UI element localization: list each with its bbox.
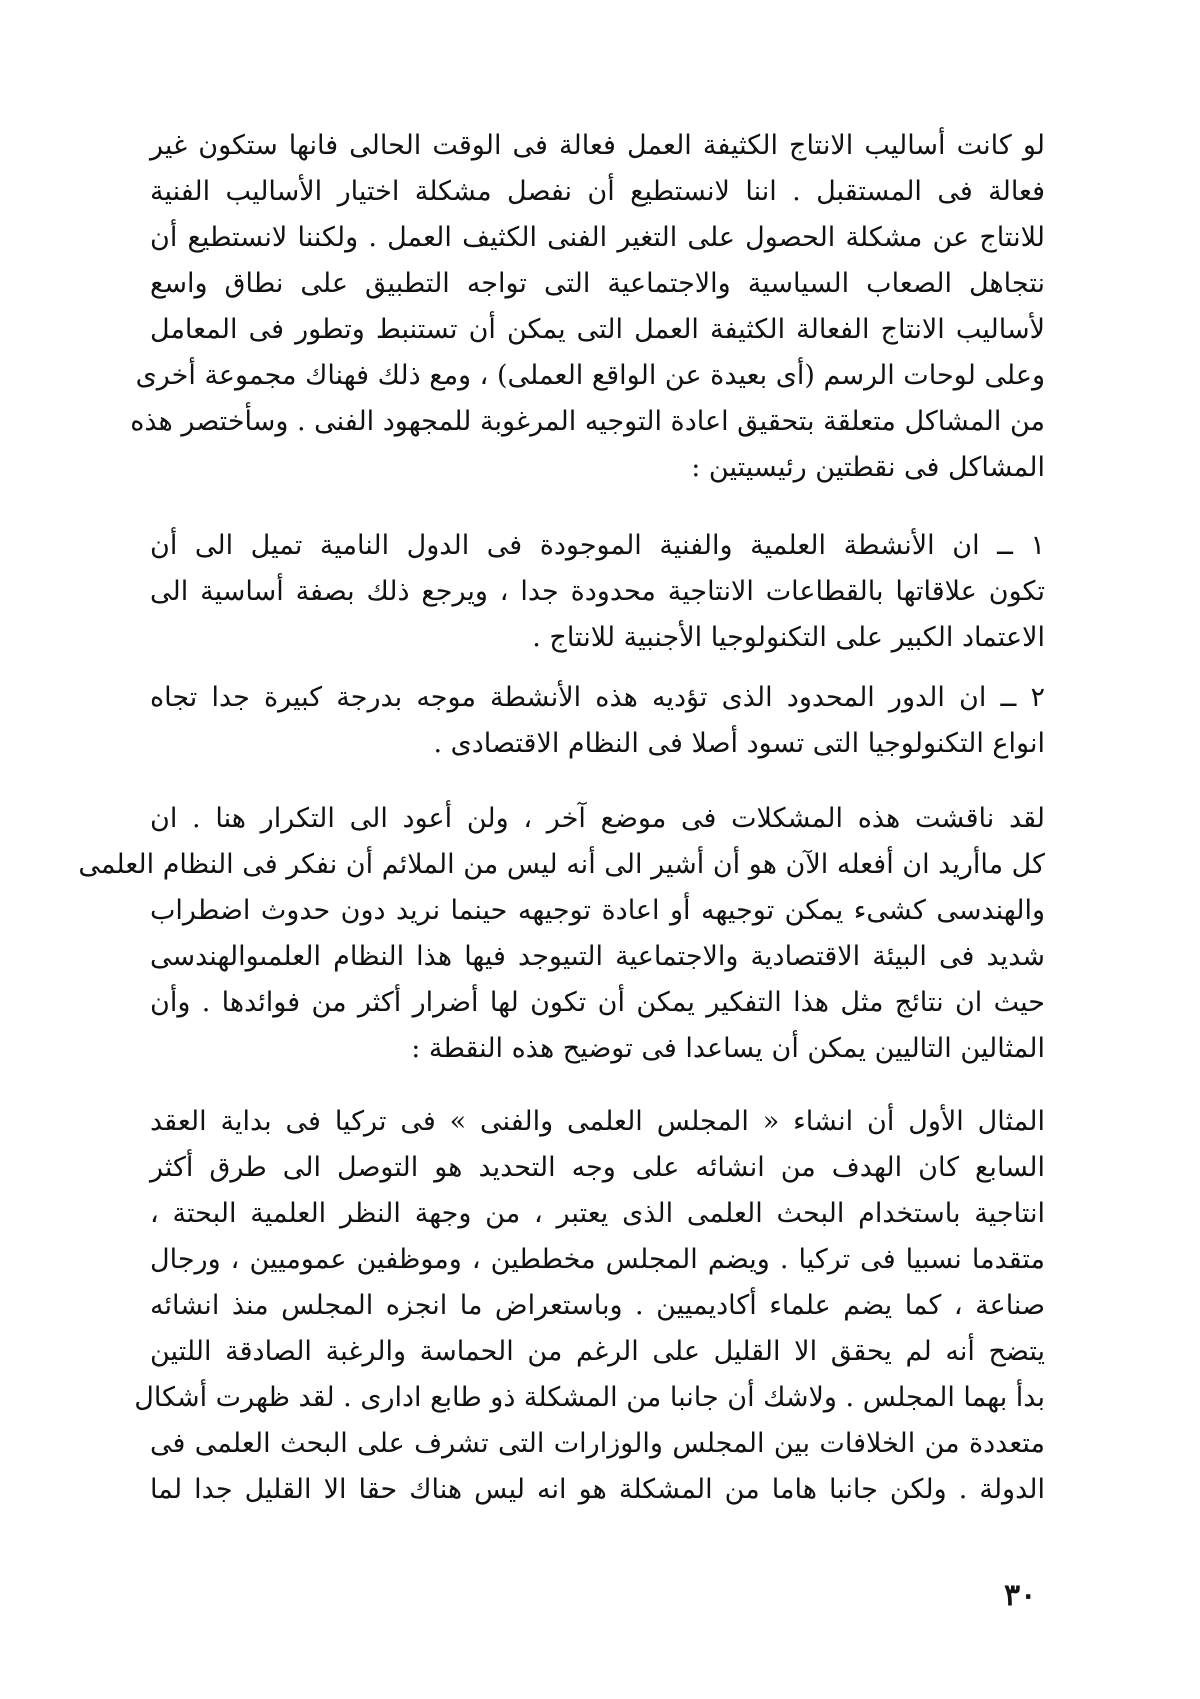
text-line: انواع التكنولوجيا التى تسود أصلا فى النظام الاقتصادى .	[433, 728, 1045, 759]
text-line: ١ ــ ان الأنشطة العلمية والفنية الموجودة فى الدول النامية تميل الى أن	[150, 530, 1045, 561]
text-line: لقد ناقشت هذه المشكلات فى موضع آخر ، ولن أعود الى التكرار هنا . ان	[150, 803, 1045, 834]
text-line: متقدما نسبيا فى تركيا . ويضم المجلس مخططين ، وموظفين عموميين ، ورجال	[150, 1244, 1045, 1275]
paragraph-5	[134, 1106, 1045, 1522]
text-line: نتجاهل الصعاب السياسية والاجتماعية التى تواجه التطبيق على نطاق واسع	[150, 268, 1045, 299]
text-line: لو كانت أساليب الانتاج الكثيفة العمل فعالة فى الوقت الحالى فانها ستكون غير	[150, 130, 1045, 161]
paragraph-2	[150, 532, 1045, 670]
text-line: الدولة . ولكن جانبا هاما من المشكلة هو انه ليس هناك حقا الا القليل جدا لما	[150, 1474, 1045, 1505]
text-line: بدأ بهما المجلس . ولاشك أن جانبا من المشكلة ذو طابع ادارى . لقد ظهرت أشكال	[134, 1382, 1045, 1413]
text-line: المثال الأول أن انشاء « المجلس العلمى والفنى » فى تركيا فى بداية العقد	[150, 1106, 1045, 1137]
text-line: الاعتماد الكبير على التكنولوجيا الأجنبية للانتاج .	[532, 622, 1045, 653]
text-line: كل ماأريد ان أفعله الآن هو أن أشير الى أنه ليس من الملائم أن نفكر فى النظام العلمى	[78, 849, 1045, 880]
text-line: وعلى لوحات الرسم (أى بعيدة عن الواقع العملى) ، ومع ذلك فهناك مجموعة أخرى	[135, 360, 1045, 391]
text-line: ٢ ــ ان الدور المحدود الذى تؤديه هذه الأنشطة موجه بدرجة كبيرة جدا تجاه	[150, 682, 1045, 713]
text-line: فعالة فى المستقبل . اننا لانستطيع أن نفصل مشكلة اختيار الأساليب الفنية	[150, 176, 1045, 207]
text-line: المثالين التاليين يمكن أن يساعدا فى توضيح هذه النقطة :	[411, 1033, 1045, 1064]
page-number: ٣٠	[1004, 1578, 1037, 1613]
text-line: والهندسى كشىء يمكن توجيهه أو اعادة توجيهه حينما نريد دون حدوث اضطراب	[150, 895, 1045, 926]
paragraph-3	[150, 684, 1045, 776]
paragraph-1	[130, 130, 1045, 500]
text-line: شديد فى البيئة الاقتصادية والاجتماعية التىيوجد فيها هذا النظام العلمىوالهندسى	[150, 941, 1045, 972]
text-line: لأساليب الانتاج الفعالة الكثيفة العمل التى يمكن أن تستنبط وتطور فى المعامل	[150, 314, 1045, 345]
text-line: صناعة ، كما يضم علماء أكاديميين . وباستعراض ما انجزه المجلس منذ انشائه	[150, 1290, 1045, 1321]
text-line: انتاجية باستخدام البحث العلمى الذى يعتبر ، من وجهة النظر العلمية البحتة ،	[150, 1198, 1045, 1229]
text-line: المشاكل فى نقطتين رئيسيتين :	[691, 452, 1045, 483]
text-line: متعددة من الخلافات بين المجلس والوزارات التى تشرف على البحث العلمى فى	[150, 1428, 1045, 1459]
text-line: يتضح أنه لم يحقق الا القليل على الرغم من الحماسة والرغبة الصادقة اللتين	[150, 1336, 1045, 1367]
text-line: تكون علاقاتها بالقطاعات الانتاجية محدودة جدا ، ويرجع ذلك بصفة أساسية الى	[150, 576, 1045, 607]
text-line: حيث ان نتائج مثل هذا التفكير يمكن أن تكون لها أضرار أكثر من فوائدها . وأن	[150, 987, 1045, 1018]
text-line: للانتاج عن مشكلة الحصول على التغير الفنى الكثيف العمل . ولكننا لانستطيع أن	[150, 222, 1045, 253]
paragraph-4	[78, 803, 1045, 1081]
text-line: السابع كان الهدف من انشائه على وجه التحديد هو التوصل الى طرق أكثر	[150, 1152, 1045, 1183]
text-line: من المشاكل متعلقة بتحقيق اعادة التوجيه المرغوبة للمجهود الفنى . وسأختصر هذه	[130, 406, 1045, 437]
